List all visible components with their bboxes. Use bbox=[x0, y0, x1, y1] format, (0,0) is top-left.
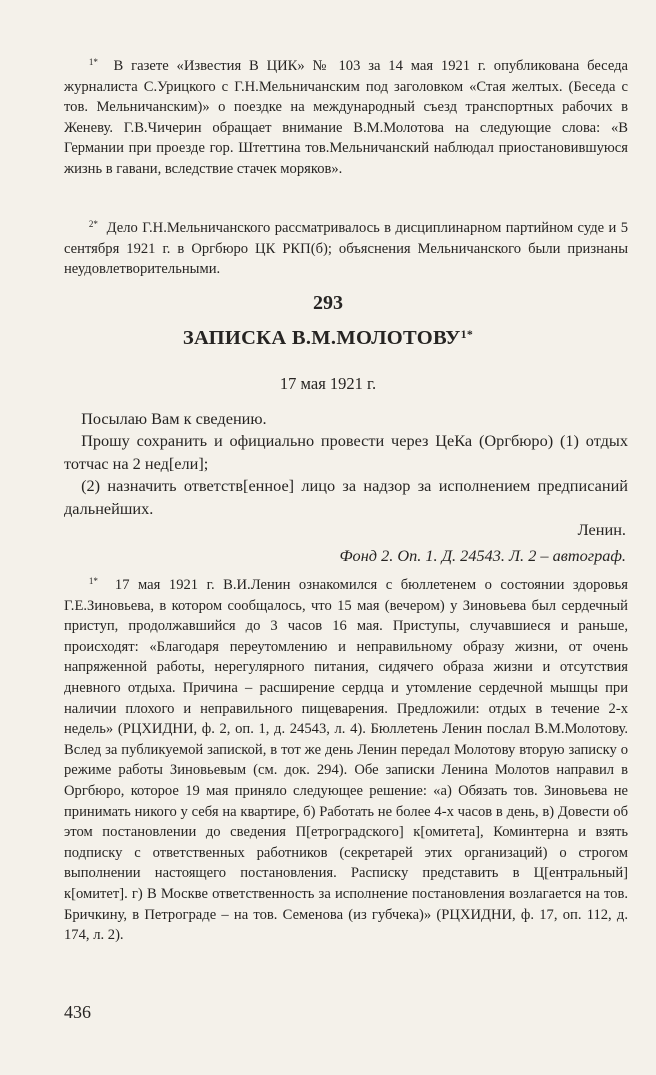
footnote-text: В газете «Известия В ЦИК» № 103 за 14 мая 1921 г. опубликована беседа журналиста С.Урицкого с Г.Н.Мельничанским под заголовком «Стая желтых. (Беседа с тов. Мельничанским)» о поездке на международный съезд транспортных рабочих в Женеву. Г.В.Чичерин обращает внимание В.М.Молотова на следующие слова: «В Германии при проезде гор. Штеттина тов.Мельничанский наблюдал приостановившуюся жизнь в гавани, вследствие стачек моряков». bbox=[64, 58, 629, 177]
document-body bbox=[64, 408, 628, 520]
body-paragraph: Прошу сохранить и официально провести через ЦеКа (Оргбюро) (1) отдых тотчас на 2 нед[ели]; bbox=[64, 431, 628, 473]
archive-reference: Фонд 2. Оп. 1. Д. 24543. Л. 2 – автограф. bbox=[339, 546, 626, 565]
signature: Ленин. bbox=[577, 520, 626, 539]
footnote-1 bbox=[64, 56, 628, 180]
document-date: 17 мая 1921 г. bbox=[279, 374, 377, 393]
document-title bbox=[0, 327, 656, 350]
footnote-bottom bbox=[64, 575, 628, 946]
title-footnote-marker: 1* bbox=[460, 327, 474, 342]
page-number: 436 bbox=[64, 1002, 91, 1022]
document-title-text: ЗАПИСКА В.М.МОЛОТОВУ bbox=[182, 327, 461, 349]
body-paragraph: Посылаю Вам к сведению. bbox=[81, 409, 267, 428]
footnote-2 bbox=[64, 218, 628, 280]
body-paragraph: (2) назначить ответств[енное] лицо за надзор за исполнением предписаний дальнейших. bbox=[64, 476, 628, 518]
document-number: 293 bbox=[313, 292, 343, 314]
footnote-marker: 1* bbox=[88, 57, 98, 68]
footnote-text: 17 мая 1921 г. В.И.Ленин ознакомился с бюллетенем о состоянии здоровья Г.Е.Зиновьева, в котором сообщалось, что 15 мая (вечером) у Зиновьева был сердечный приступ, продолжавшийся до 3 часов 16 мая. Приступы, случавшиеся и раньше, происходят: «Благодаря переутомлению и неправильному образу жизни, от очень напряженной работы, нерегулярного питания, сидячего образа жизни и отсутствия дневного отдыха. Причина – расширение сердца и утомление сердечной мышцы при наличии плохого и неправильного пищеварения. Предложили: отдых в течение 2-х недель» (РЦХИДНИ, ф. 2, оп. 1, д. 24543, л. 4). Бюллетень Ленин послал В.М.Молотову. Вслед за публикуемой запиской, в тот же день Ленин передал Молотову вторую записку о режиме работы Зиновьевым (см. док. 294). Обе записки Ленина Молотов направил в Оргбюро, которое 19 мая приняло следующее решение: «а) Обязать тов. Зиновьева не принимать никого у себя на квартире, б) Работать не более 4-х часов в день, в) Довести об этом постановлении до сведения П[етроградского] к[омитета], Коминтерна и взять подписку с ответственных работников (секретарей этих организаций) о строгом выполнении настоящего постановления. Расписку представить в Ц[ентральный] к[омитет]. г) В Москве ответственность за исполнение постановления возлагается на тов. Бричкину, в Петрограде – на тов. Семенова (из губчека)» (РЦХИДНИ, ф. 17, оп. 112, д. 174, л. 2). bbox=[64, 577, 628, 944]
footnote-marker: 2* bbox=[88, 219, 98, 230]
footnote-marker: 1* bbox=[88, 576, 98, 587]
footnote-text: Дело Г.Н.Мельничанского рассматривалось в дисциплинарном партийном суде и 5 сентября 1921 г. в Оргбюро ЦК РКП(б); объяснения Мельничанского были признаны неудовлетворительными. bbox=[64, 220, 629, 278]
